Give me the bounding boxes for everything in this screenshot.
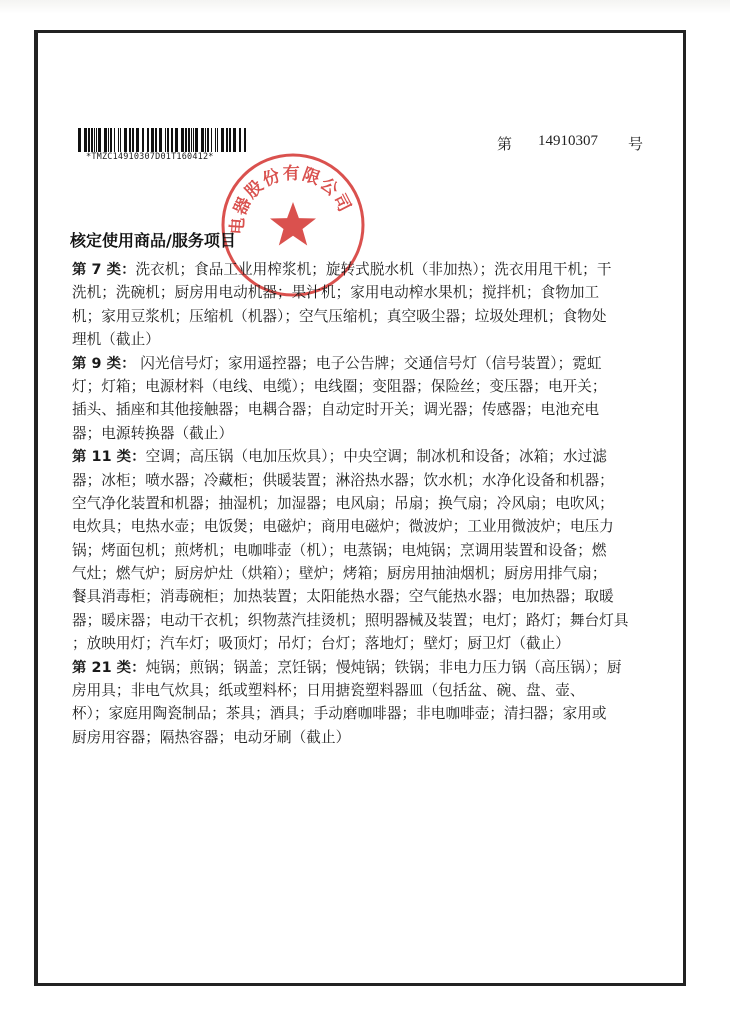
barcode-bar bbox=[215, 128, 216, 152]
barcode-bar bbox=[155, 128, 157, 152]
text-line bbox=[72, 469, 654, 492]
barcode-bar bbox=[120, 128, 121, 152]
barcode-bar bbox=[98, 128, 101, 152]
text-line bbox=[72, 328, 654, 351]
barcode-bar bbox=[205, 128, 206, 152]
line-text: 锅；烤面包机；煎烤机；电咖啡壶（机）；电蒸锅；电炖锅；烹调用装置和设备；燃 bbox=[72, 541, 607, 559]
line-text: 机；家用豆浆机；压缩机（机器）；空气压缩机；真空吸尘器；垃圾处理机；食物处 bbox=[72, 307, 607, 325]
barcode-bar bbox=[193, 128, 194, 152]
line-text: 杯）；家庭用陶瓷制品；茶具；酒具；手动磨咖啡器；非电咖啡壶；清扫器；家用或 bbox=[72, 705, 607, 723]
barcode-bar bbox=[136, 128, 139, 152]
barcode-bar bbox=[221, 128, 224, 152]
text-line bbox=[72, 585, 654, 608]
barcode-bar bbox=[108, 128, 109, 152]
page-heading: 核定使用商品/服务项目 bbox=[70, 231, 236, 250]
seal-star-icon bbox=[270, 202, 316, 246]
barcode-bar bbox=[129, 128, 131, 152]
line-text: 理机（截止） bbox=[72, 331, 160, 349]
line-text: 器；暖床器；电动干衣机；织物蒸汽挂烫机；照明器械及装置；电灯；路灯；舞台灯具 bbox=[72, 611, 629, 629]
barcode-bar bbox=[147, 128, 149, 152]
text-line bbox=[72, 515, 654, 538]
registration-number bbox=[497, 133, 643, 154]
barcode-bar bbox=[91, 128, 93, 152]
class-label: 第 9 类： bbox=[72, 355, 136, 372]
barcode-bar bbox=[88, 128, 90, 152]
text-line bbox=[72, 726, 654, 749]
registration-suffix: 号 bbox=[628, 135, 644, 153]
line-text: 洗衣机；食品工业用榨浆机；旋转式脱水机（非加热）；洗衣用甩干机；干 bbox=[135, 261, 612, 278]
barcode-bar bbox=[171, 128, 173, 152]
barcode-bar bbox=[167, 128, 169, 152]
barcode-bar bbox=[201, 128, 204, 152]
barcode-bar bbox=[195, 128, 198, 152]
barcode-bar bbox=[181, 128, 184, 152]
line-text: 空气净化装置和机器；抽湿机；加湿器；电风扇；吊扇；换气扇；冷风扇；电吹风； bbox=[72, 494, 614, 512]
barcode-bar bbox=[159, 128, 162, 152]
registration-prefix: 第 bbox=[497, 135, 513, 153]
barcode-bar bbox=[151, 128, 154, 152]
class-label: 第 11 类： bbox=[72, 449, 146, 466]
text-line bbox=[72, 258, 654, 281]
registration-number-value: 14910307 bbox=[538, 133, 599, 149]
line-text: 房用具；非电气炊具；纸或塑料杯；日用搪瓷塑料器皿（包括盆、碗、盘、壶、 bbox=[72, 682, 585, 700]
line-text: 洗机；洗碗机；厨房用电动机器；果汁机；家用电动榨水果机；搅拌机；食物加工 bbox=[72, 284, 600, 302]
barcode-bar bbox=[191, 128, 192, 152]
svg-text:电器股份有限公司: 电器股份有限公司 bbox=[227, 163, 355, 236]
text-line bbox=[72, 632, 654, 655]
text-line bbox=[72, 352, 654, 375]
text-line bbox=[72, 398, 654, 421]
barcode-bar bbox=[142, 128, 144, 152]
line-text: 电炊具；电热水壶；电饭煲；电磁炉；商用电磁炉；微波炉；工业用微波炉；电压力 bbox=[72, 518, 614, 536]
barcode-bar bbox=[188, 128, 190, 152]
text-line bbox=[72, 375, 654, 398]
barcode-bar bbox=[96, 128, 97, 152]
text-line bbox=[72, 445, 654, 468]
barcode-bar bbox=[185, 128, 187, 152]
text-line bbox=[72, 609, 654, 632]
barcode-bar bbox=[94, 128, 95, 152]
barcode-text: *TMZC14910307D01T160412* bbox=[86, 152, 214, 162]
text-line bbox=[72, 492, 654, 515]
text-line bbox=[72, 656, 654, 679]
line-text: 空调；高压锅（电加压炊具）；中央空调；制冰机和设备；冰箱；水过滤 bbox=[145, 448, 607, 466]
class-label: 第 21 类： bbox=[72, 659, 146, 676]
barcode-bar bbox=[114, 128, 115, 152]
line-text: 炖锅；煎锅；锅盖；烹饪锅；慢炖锅；铁锅；非电力压力锅（高压锅）；厨 bbox=[145, 658, 622, 676]
text-line bbox=[72, 422, 654, 445]
line-text: 插头、插座和其他接触器；电耦合器；自动定时开关；调光器；传感器；电池充电 bbox=[72, 401, 600, 419]
barcode-bar bbox=[104, 128, 107, 152]
barcode-bar bbox=[229, 128, 231, 152]
barcode-bar bbox=[124, 128, 127, 152]
barcode-bar bbox=[110, 128, 112, 152]
line-text: 闪光信号灯；家用遥控器；电子公告牌；交通信号灯（信号装置）；霓虹 bbox=[135, 354, 602, 372]
barcode-bar bbox=[226, 128, 228, 152]
text-line bbox=[72, 281, 654, 304]
barcode-bar bbox=[207, 128, 209, 152]
line-text: 器；电源转换器（截止） bbox=[72, 424, 234, 442]
barcode-bar bbox=[84, 128, 87, 152]
line-text: 餐具消毒柜；消毒碗柜；加热装置；太阳能热水器；空气能热水器；电加热器；取暖 bbox=[72, 588, 614, 606]
barcode-bar bbox=[244, 128, 246, 152]
text-line bbox=[72, 539, 654, 562]
goods-services-list bbox=[72, 258, 654, 749]
text-line bbox=[72, 702, 654, 725]
barcode-bar bbox=[165, 128, 166, 152]
line-text: ；放映用灯；汽车灯；吸顶灯；吊灯；台灯；落地灯；壁灯；厨卫灯（截止） bbox=[72, 635, 570, 653]
barcode-bar bbox=[132, 128, 134, 152]
text-line bbox=[72, 679, 654, 702]
text-line bbox=[72, 562, 654, 585]
barcode-bar bbox=[211, 128, 212, 152]
barcode-bar bbox=[78, 128, 81, 152]
barcode-bar bbox=[175, 128, 178, 152]
text-line bbox=[72, 305, 654, 328]
class-label: 第 7 类： bbox=[72, 262, 136, 278]
line-text: 气灶；燃气炉；厨房炉灶（烘箱）；壁炉；烤箱；厨房用抽油烟机；厨房用排气扇； bbox=[72, 565, 607, 583]
line-text: 厨房用容器；隔热容器；电动牙刷（截止） bbox=[72, 728, 351, 746]
barcode-bar bbox=[118, 128, 119, 152]
line-text: 器；冰柜；喷水器；冷藏柜；供暖装置；淋浴热水器；饮水机；水净化设备和机器； bbox=[72, 471, 614, 489]
barcode-bar bbox=[239, 128, 241, 152]
barcode-bar bbox=[217, 128, 218, 152]
barcode-bar bbox=[233, 128, 236, 152]
barcode bbox=[78, 128, 248, 152]
line-text: 灯；灯箱；电源材料（电线、电缆）；电线圈；变阻器；保险丝；变压器；电开关； bbox=[72, 377, 607, 395]
